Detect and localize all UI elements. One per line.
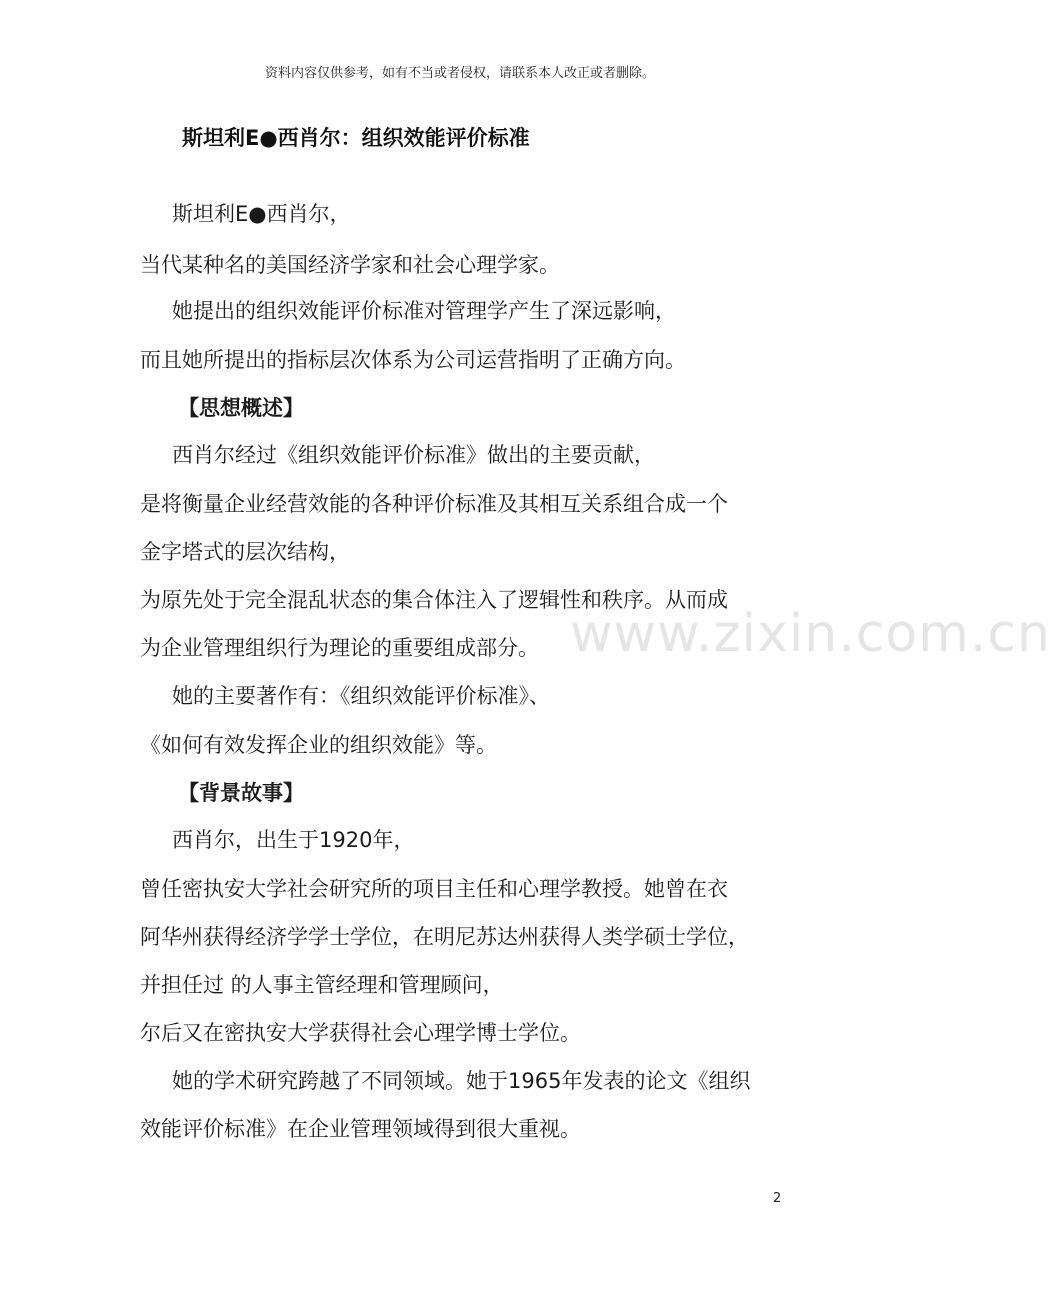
section-heading-background: 【背景故事】 — [178, 781, 304, 805]
watermark: www.zixin.com.cn — [570, 604, 1051, 664]
paragraph-line: 她的主要著作有：《组织效能评价标准》、 — [172, 684, 550, 708]
section-heading-overview: 【思想概述】 — [178, 396, 304, 420]
paragraph-line: 效能评价标准》在企业管理领域得到很大重视。 — [140, 1117, 581, 1141]
paragraph-line: 曾任密执安大学社会研究所的项目主任和心理学教授。她曾在衣 — [140, 877, 728, 901]
paragraph-line: 为企业管理组织行为理论的重要组成部分。 — [140, 636, 539, 660]
paragraph-line: 西肖尔经过《组织效能评价标准》做出的主要贡献， — [172, 443, 655, 467]
paragraph-line: 当代某种名的美国经济学家和社会心理学家。 — [140, 253, 560, 277]
paragraph-line: 而且她所提出的指标层次体系为公司运营指明了正确方向。 — [140, 348, 686, 372]
paragraph-line: 她提出的组织效能评价标准对管理学产生了深远影响， — [172, 299, 676, 323]
paragraph-line: 金字塔式的层次结构， — [140, 540, 350, 564]
paragraph-line: 是将衡量企业经营效能的各种评价标准及其相互关系组合成一个 — [140, 492, 728, 516]
paragraph-line: 为原先处于完全混乱状态的集合体注入了逻辑性和秩序。从而成 — [140, 588, 728, 612]
paragraph-line: 阿华州获得经济学学士学位，在明尼苏达州获得人类学硕士学位， — [140, 925, 749, 949]
paragraph-line: 尔后又在密执安大学获得社会心理学博士学位。 — [140, 1021, 581, 1045]
paragraph-line: 并担任过 的人事主管经理和管理顾问， — [140, 973, 504, 997]
page-number: 2 — [773, 1191, 782, 1206]
paragraph-line: 她的学术研究跨越了不同领域。她于1965年发表的论文《组织 — [172, 1069, 751, 1093]
paragraph-line: 斯坦利E●西肖尔， — [172, 202, 351, 226]
disclaimer-header: 资料内容仅供参考，如有不当或者侵权，请联系本人改正或者删除。 — [264, 66, 655, 81]
document-title: 斯坦利E●西肖尔：组织效能评价标准 — [182, 126, 530, 150]
paragraph-line: 西肖尔，出生于1920年， — [172, 828, 415, 852]
paragraph-line: 《如何有效发挥企业的组织效能》等。 — [140, 733, 497, 757]
